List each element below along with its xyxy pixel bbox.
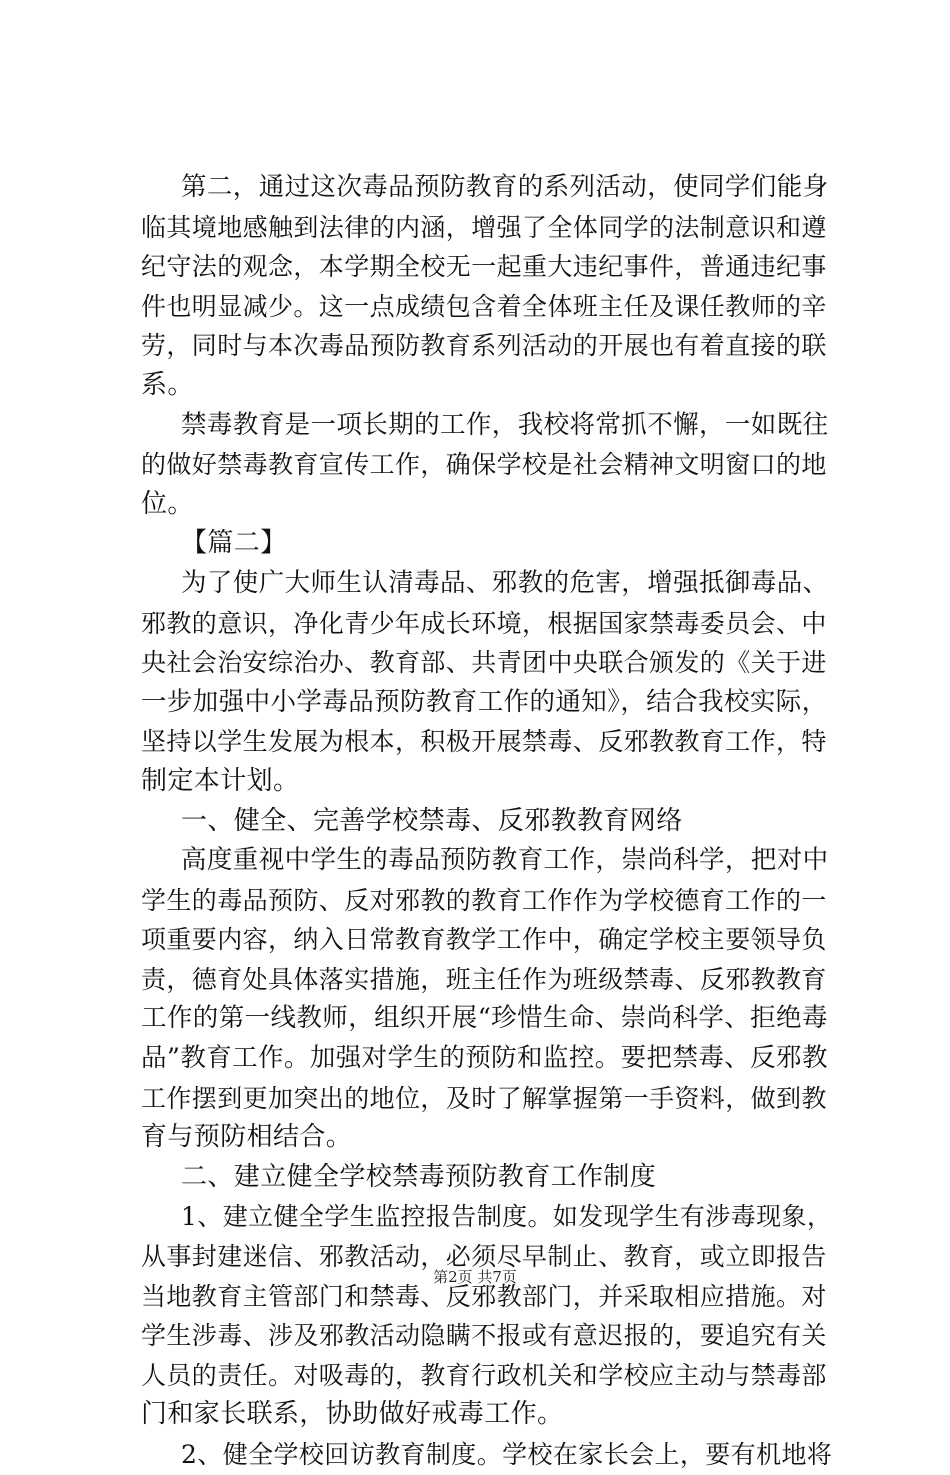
text-line: 坚持以学生发展为根本，积极开展禁毒、反邪教教育工作，特 bbox=[141, 727, 827, 757]
text-line: 当地教育主管部门和禁毒、反邪教部门，并采取相应措施。对 bbox=[141, 1281, 827, 1311]
text-line: 纪守法的观念，本学期全校无一起重大违纪事件，普通违纪事 bbox=[141, 252, 827, 282]
text-line: 系。 bbox=[141, 369, 194, 400]
text-line: 学生涉毒、涉及邪教活动隐瞒不报或有意迟报的，要追究有关 bbox=[141, 1321, 827, 1351]
text-line: 第二，通过这次毒品预防教育的系列活动，使同学们能身 bbox=[181, 172, 829, 202]
text-line: 为了使广大师生认清毒品、邪教的危害，增强抵御毒品、 bbox=[181, 567, 829, 598]
text-line: 责，德育处具体落实措施，班主任作为班级禁毒、反邪教教育 bbox=[141, 964, 827, 994]
text-line: 一、健全、完善学校禁毒、反邪教教育网络 bbox=[181, 805, 683, 836]
text-line: 邪教的意识，净化青少年成长环境，根据国家禁毒委员会、中 bbox=[141, 608, 827, 638]
text-line: 制定本计划。 bbox=[141, 765, 300, 796]
page-footer: 第2页 共7页 bbox=[433, 1268, 517, 1286]
text-line: 工作摆到更加突出的地位，及时了解掌握第一手资料，做到教 bbox=[141, 1083, 827, 1113]
text-line: 央社会治安综治办、教育部、共青团中央联合颁发的《关于进 bbox=[141, 648, 827, 678]
text-line: 件也明显减少。这一点成绩包含着全体班主任及课任教师的辛 bbox=[141, 291, 827, 321]
text-line: 2、健全学校回访教育制度。学校在家长会上，要有机地将 bbox=[181, 1440, 833, 1469]
text-line: 高度重视中学生的毒品预防教育工作，崇尚科学，把对中 bbox=[181, 845, 829, 876]
text-line: 从事封建迷信、邪教活动，必须尽早制止、教育，或立即报告 bbox=[141, 1242, 827, 1272]
text-line: 学生的毒品预防、反对邪教的教育工作作为学校德育工作的一 bbox=[141, 885, 827, 915]
text-line: 一步加强中小学毒品预防教育工作的通知》，结合我校实际， bbox=[141, 686, 828, 717]
text-line: 1、建立健全学生监控报告制度。如发现学生有涉毒现象， bbox=[181, 1202, 833, 1232]
text-line: 工作的第一线教师，组织开展“珍惜生命、崇尚科学、拒绝毒 bbox=[141, 1003, 828, 1034]
text-line: 【篇二】 bbox=[181, 528, 287, 559]
text-line: 人员的责任。对吸毒的，教育行政机关和学校应主动与禁毒部 bbox=[141, 1360, 827, 1390]
text-line: 门和家长联系，协助做好戒毒工作。 bbox=[141, 1399, 564, 1430]
text-line: 的做好禁毒教育宣传工作，确保学校是社会精神文明窗口的地 bbox=[141, 450, 827, 480]
text-line: 品”教育工作。加强对学生的预防和监控。要把禁毒、反邪教 bbox=[141, 1043, 828, 1074]
text-line: 劳，同时与本次毒品预防教育系列活动的开展也有着直接的联 bbox=[141, 331, 827, 361]
text-line: 项重要内容，纳入日常教育教学工作中，确定学校主要领导负 bbox=[141, 925, 827, 955]
text-line: 二、建立健全学校禁毒预防教育工作制度 bbox=[181, 1161, 657, 1192]
text-line: 临其境地感触到法律的内涵，增强了全体同学的法制意识和遵 bbox=[141, 212, 827, 242]
text-line: 位。 bbox=[141, 488, 194, 519]
text-line: 育与预防相结合。 bbox=[141, 1122, 353, 1153]
text-line: 禁毒教育是一项长期的工作，我校将常抓不懈，一如既往 bbox=[181, 409, 829, 440]
